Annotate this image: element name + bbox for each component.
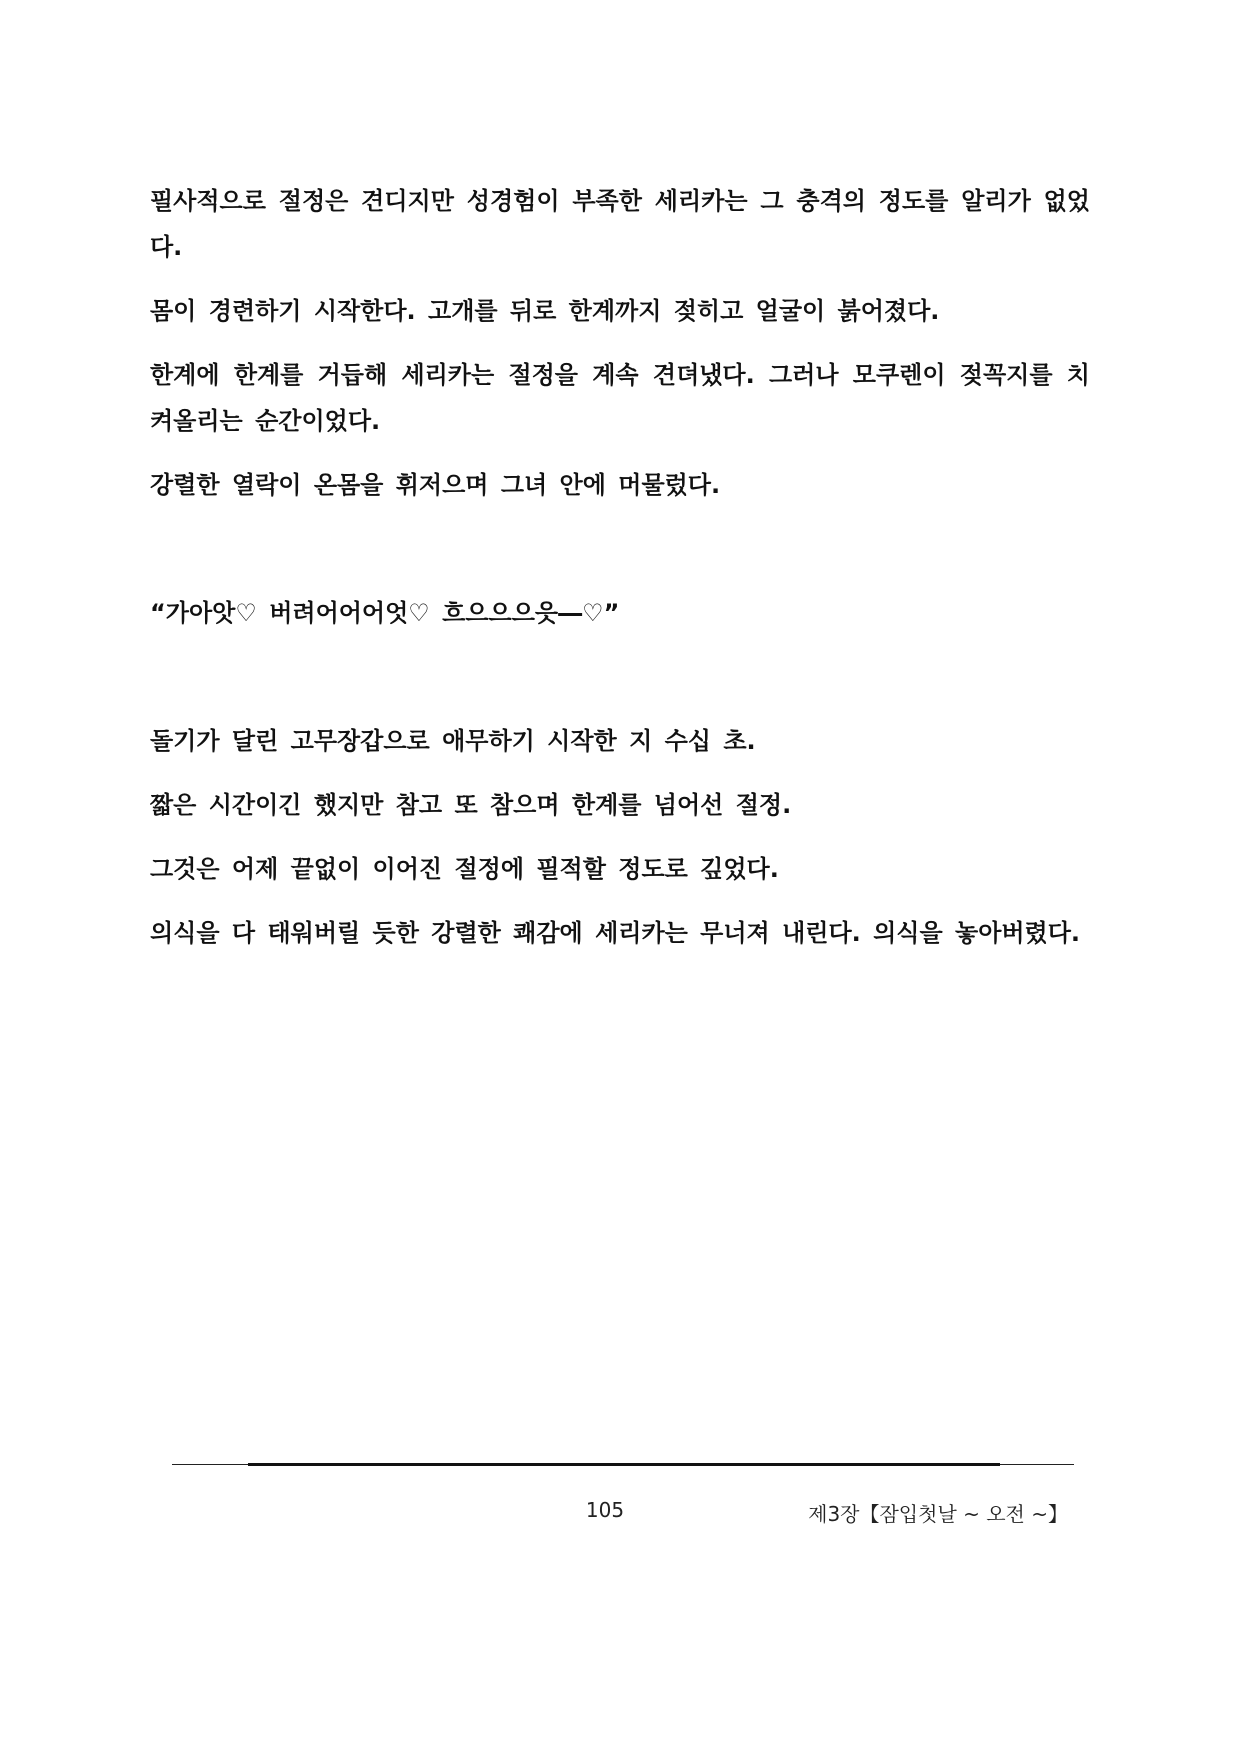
page-number: 105 [585,1498,625,1522]
paragraph-4: 강렬한 열락이 온몸을 휘저으며 그녀 안에 머물렀다. [150,471,721,499]
paragraph-3: 한계에 한계를 거듭해 세리카는 절정을 계속 견뎌냈다. 그러나 모쿠렌이 젖꼭지를 치켜올리는 순간이었다. [150,361,1090,435]
paragraph-1: 필사적으로 절정은 견디지만 성경험이 부족한 세리카는 그 충격의 정도를 알리가 없었다. [150,187,1090,261]
footer-divider-strong [248,1463,1000,1466]
body-text [150,178,1090,974]
paragraph-7: 그것은 어제 끝없이 이어진 절정에 필적할 정도로 깊었다. [150,855,779,883]
spacer [150,654,1090,718]
dialogue-line: “가아앗♡ 버려어어어엇♡ 흐으으으읏―♡” [150,599,620,627]
spacer [150,526,1090,590]
chapter-label: 제3장【잠입첫날 ~ 오전 ~】 [808,1502,1068,1526]
paragraph-2: 몸이 경련하기 시작한다. 고개를 뒤로 한계까지 젖히고 얼굴이 붉어졌다. [150,297,940,325]
paragraph-6: 짧은 시간이긴 했지만 참고 또 참으며 한계를 넘어선 절정. [150,791,792,819]
paragraph-8: 의식을 다 태워버릴 듯한 강렬한 쾌감에 세리카는 무너져 내린다. 의식을 놓아버렸다. [150,919,1081,947]
paragraph-5: 돌기가 달린 고무장갑으로 애무하기 시작한 지 수십 초. [150,727,756,755]
